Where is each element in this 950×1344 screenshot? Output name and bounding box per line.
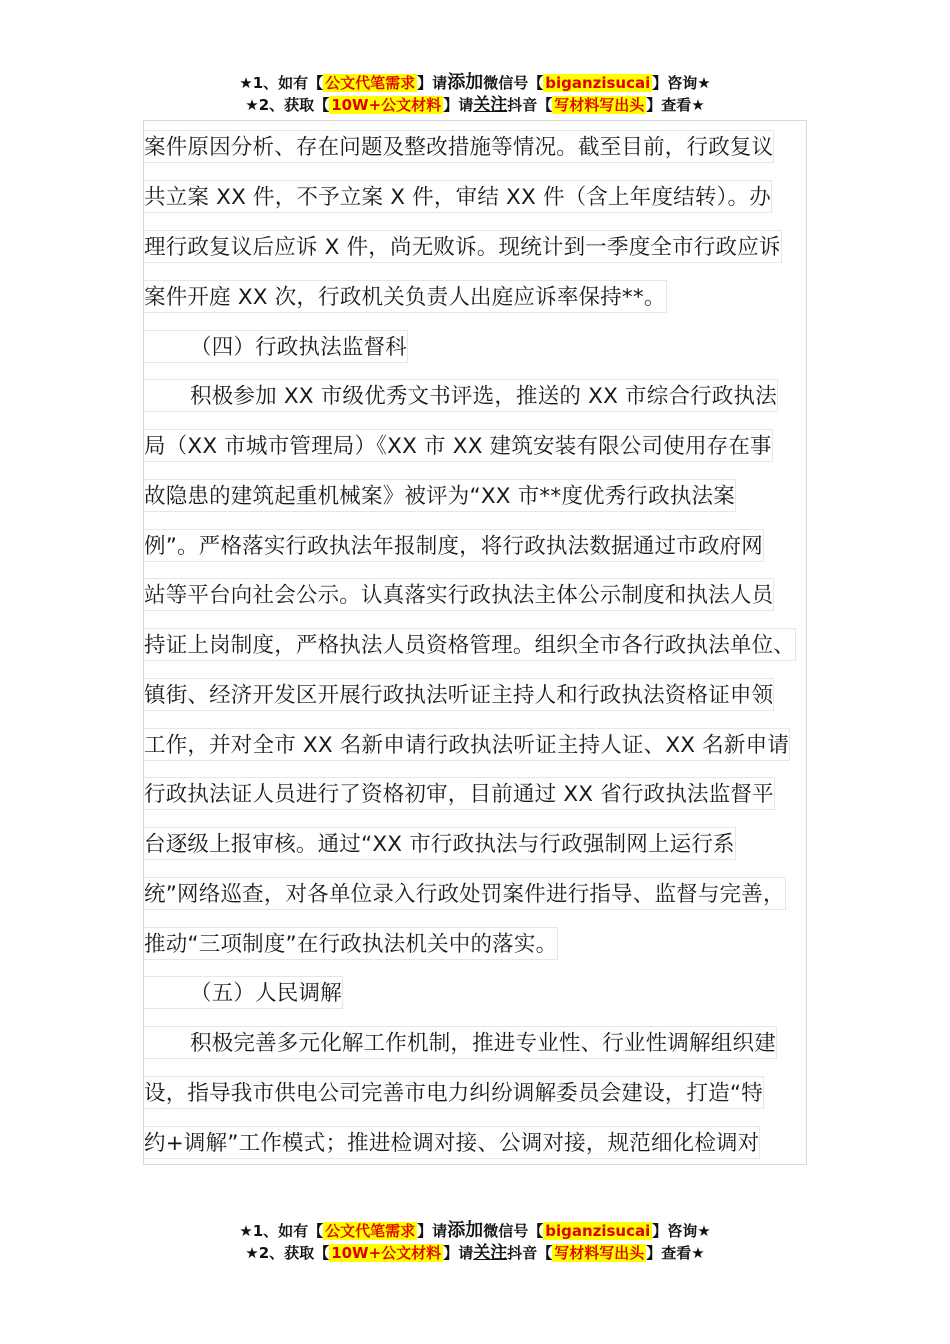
document-line: 约+调解”工作模式；推进检调对接、公调对接，规范细化检调对 (144, 1126, 760, 1159)
banner-highlight: 公文代笔需求 (325, 1222, 416, 1240)
section-heading: （四）行政执法监督科 (144, 330, 408, 363)
banner-text: 抖音【 (507, 1244, 553, 1262)
banner-emphasis: 添加 (447, 72, 484, 93)
banner-text: 抖音【 (507, 96, 553, 114)
banner-line-2 (0, 94, 950, 116)
banner-text: ★1、如有【 (239, 74, 324, 92)
banner-text: 】请 (417, 1222, 448, 1240)
banner-line-2 (0, 1242, 950, 1264)
banner-text: ★2、获取【 (245, 96, 330, 114)
banner-wechat-id: biganzisucai (545, 1222, 651, 1240)
banner-text: 】查看★ (646, 1244, 705, 1262)
document-line: 持证上岗制度，严格执法人员资格管理。组织全市各行政执法单位、 (144, 628, 796, 661)
document-line: 统”网络巡查，对各单位录入行政处罚案件进行指导、监督与完善， (144, 877, 786, 910)
document-line: 例”。严格落实行政执法年报制度，将行政执法数据通过市政府网 (144, 529, 764, 562)
document-line: 设，指导我市供电公司完善市电力纠纷调解委员会建设，打造“特 (144, 1076, 764, 1109)
banner-highlight: 10W+公文材料 (331, 96, 442, 114)
banner-text: 】查看★ (646, 96, 705, 114)
banner-douyin-id: 写材料写出头 (554, 1244, 645, 1262)
banner-line-1 (0, 72, 950, 94)
banner-text: ★1、如有【 (239, 1222, 324, 1240)
banner-text: 】咨询★ (652, 1222, 711, 1240)
banner-text: 】请 (443, 1244, 474, 1262)
footer-banner (0, 1220, 950, 1264)
document-line: 积极完善多元化解工作机制，推进专业性、行业性调解组织建 (144, 1026, 777, 1059)
document-line: 台逐级上报审核。通过“XX 市行政执法与行政强制网上运行系 (144, 827, 736, 860)
banner-highlight: 10W+公文材料 (331, 1244, 442, 1262)
document-line: 站等平台向社会公示。认真落实行政执法主体公示制度和执法人员 (144, 578, 774, 611)
document-line: 推动“三项制度”在行政执法机关中的落实。 (144, 927, 558, 960)
banner-emphasis: 关注 (473, 1243, 508, 1263)
banner-highlight: 公文代笔需求 (325, 74, 416, 92)
document-line: 案件开庭 XX 次，行政机关负责人出庭应诉率保持**。 (144, 280, 667, 313)
banner-text: ★2、获取【 (245, 1244, 330, 1262)
banner-text: 微信号【 (483, 74, 544, 92)
document-line: 共立案 XX 件，不予立案 X 件，审结 XX 件（含上年度结转）。办 (144, 180, 772, 213)
document-line: 工作，并对全市 XX 名新申请行政执法听证主持人证、XX 名新申请 (144, 728, 790, 761)
banner-emphasis: 添加 (447, 1220, 484, 1241)
document-line: 局（XX 市城市管理局）《XX 市 XX 建筑安装有限公司使用存在事 (144, 429, 773, 462)
header-banner (0, 72, 950, 116)
document-line: 案件原因分析、存在问题及整改措施等情况。截至目前，行政复议 (144, 130, 774, 163)
document-line: 故隐患的建筑起重机械案》被评为“XX 市**度优秀行政执法案 (144, 479, 736, 512)
banner-line-1 (0, 1220, 950, 1242)
banner-text: 】请 (417, 74, 448, 92)
banner-wechat-id: biganzisucai (545, 74, 651, 92)
document-line: 行政执法证人员进行了资格初审，目前通过 XX 省行政执法监督平 (144, 777, 775, 810)
document-line: 积极参加 XX 市级优秀文书评选，推送的 XX 市综合行政执法 (144, 379, 778, 412)
document-line: 镇街、经济开发区开展行政执法听证主持人和行政执法资格证申领 (144, 678, 774, 711)
banner-text: 微信号【 (483, 1222, 544, 1240)
section-heading: （五）人民调解 (144, 976, 343, 1009)
banner-emphasis: 关注 (473, 95, 508, 115)
banner-text: 】请 (443, 96, 474, 114)
banner-text: 】咨询★ (652, 74, 711, 92)
banner-douyin-id: 写材料写出头 (554, 96, 645, 114)
document-line: 理行政复议后应诉 X 件，尚无败诉。现统计到一季度全市行政应诉 (144, 230, 782, 263)
